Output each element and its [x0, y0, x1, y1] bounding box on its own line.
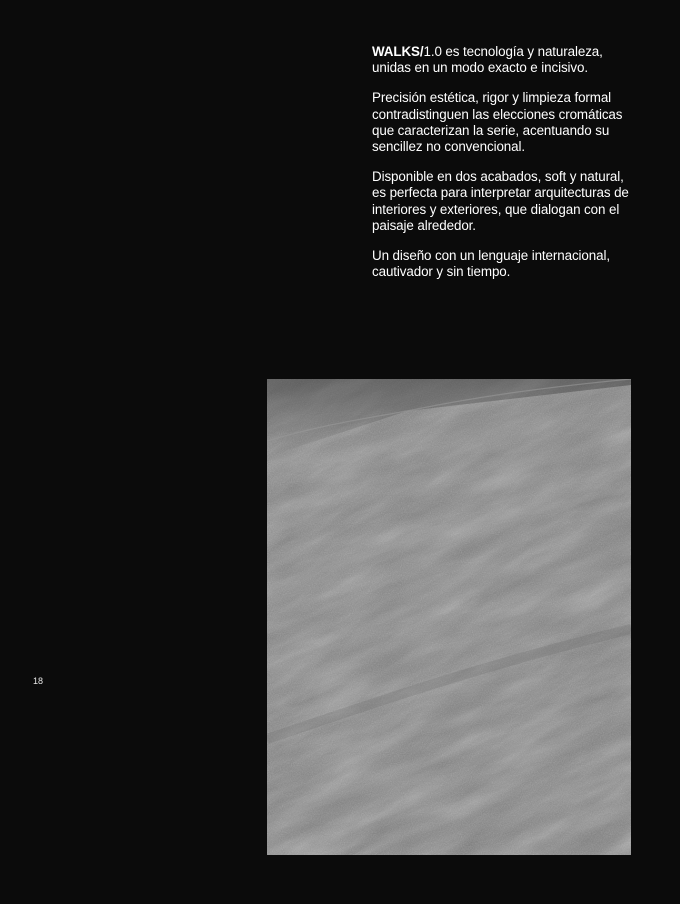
stone-texture-image	[267, 379, 631, 855]
body-text	[372, 44, 640, 294]
paragraph-design: Un diseño con un lenguaje internacional, cautivador y sin tiempo.	[372, 248, 610, 280]
intro-text: 1.0 es tecnología y naturaleza, unidas en un modo exacto e incisivo.	[372, 44, 603, 76]
intro-paragraph	[372, 44, 640, 76]
brand-name: WALKS/	[372, 44, 424, 59]
page-number: 18	[33, 676, 44, 686]
stone-texture-svg	[267, 379, 631, 855]
paragraph-precision: Precisión estética, rigor y limpieza formal contradistinguen las elecciones cromáticas que caracterizan la serie, acentuando su sencillez no convencional.	[372, 90, 623, 155]
paragraph-finishes: Disponible en dos acabados, soft y natural, es perfecta para interpretar arquitecturas de interiores y exteriores, que dialogan con el paisaje alrededor.	[372, 169, 629, 233]
